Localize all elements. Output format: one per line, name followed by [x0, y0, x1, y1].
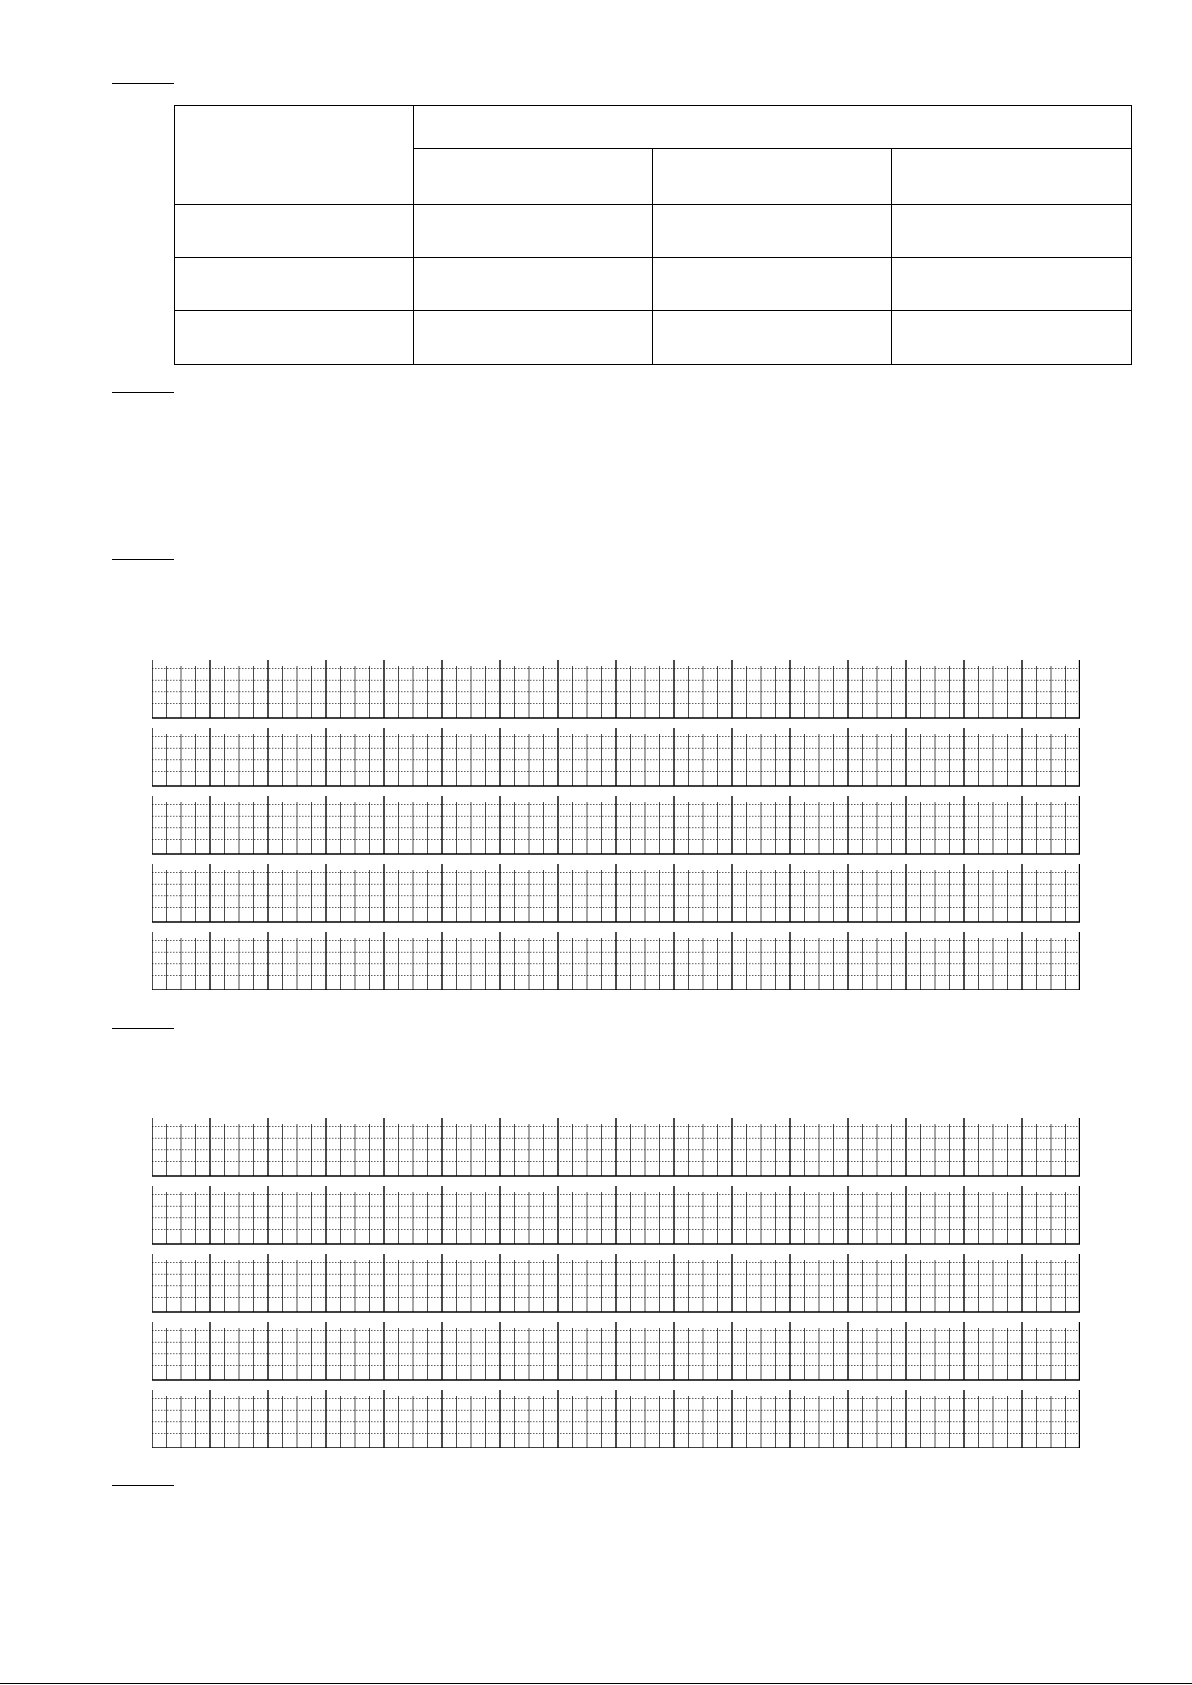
answer-table — [174, 105, 1132, 365]
grid-svg — [152, 1118, 1080, 1448]
grid-svg — [152, 660, 1080, 990]
grid-band[interactable] — [152, 796, 1080, 854]
grid-band[interactable] — [152, 1118, 1080, 1176]
grid-band[interactable] — [152, 1390, 1080, 1448]
table-cell[interactable] — [892, 311, 1132, 365]
grid-band[interactable] — [152, 1322, 1080, 1380]
table-cell[interactable] — [175, 311, 414, 365]
table-subheader-cell[interactable] — [414, 149, 653, 205]
section-mark-2 — [112, 392, 174, 393]
table-row — [175, 311, 1132, 365]
table-cell[interactable] — [653, 205, 892, 258]
footer-rule — [0, 1683, 1192, 1684]
table-row — [175, 205, 1132, 258]
writing-grid-1[interactable] — [152, 660, 1080, 990]
table-corner-cell[interactable] — [175, 106, 414, 205]
grid-band[interactable] — [152, 1186, 1080, 1244]
table-cell[interactable] — [892, 205, 1132, 258]
table-cell[interactable] — [892, 258, 1132, 311]
grid-band[interactable] — [152, 864, 1080, 922]
table-subheader-cell[interactable] — [653, 149, 892, 205]
table-cell[interactable] — [414, 258, 653, 311]
table-header-cell[interactable] — [414, 106, 1132, 149]
section-mark-1 — [112, 83, 174, 84]
section-mark-3 — [112, 559, 174, 560]
table-cell[interactable] — [414, 205, 653, 258]
grid-band[interactable] — [152, 1254, 1080, 1312]
grid-band[interactable] — [152, 932, 1080, 990]
table-cell[interactable] — [414, 311, 653, 365]
table-row — [175, 258, 1132, 311]
writing-grid-2[interactable] — [152, 1118, 1080, 1448]
table-cell[interactable] — [653, 311, 892, 365]
table-cell[interactable] — [175, 205, 414, 258]
grid-band[interactable] — [152, 660, 1080, 718]
table-subheader-cell[interactable] — [892, 149, 1132, 205]
section-mark-5 — [112, 1485, 174, 1486]
table-cell[interactable] — [175, 258, 414, 311]
section-mark-4 — [112, 1028, 174, 1029]
table-cell[interactable] — [653, 258, 892, 311]
grid-band[interactable] — [152, 728, 1080, 786]
